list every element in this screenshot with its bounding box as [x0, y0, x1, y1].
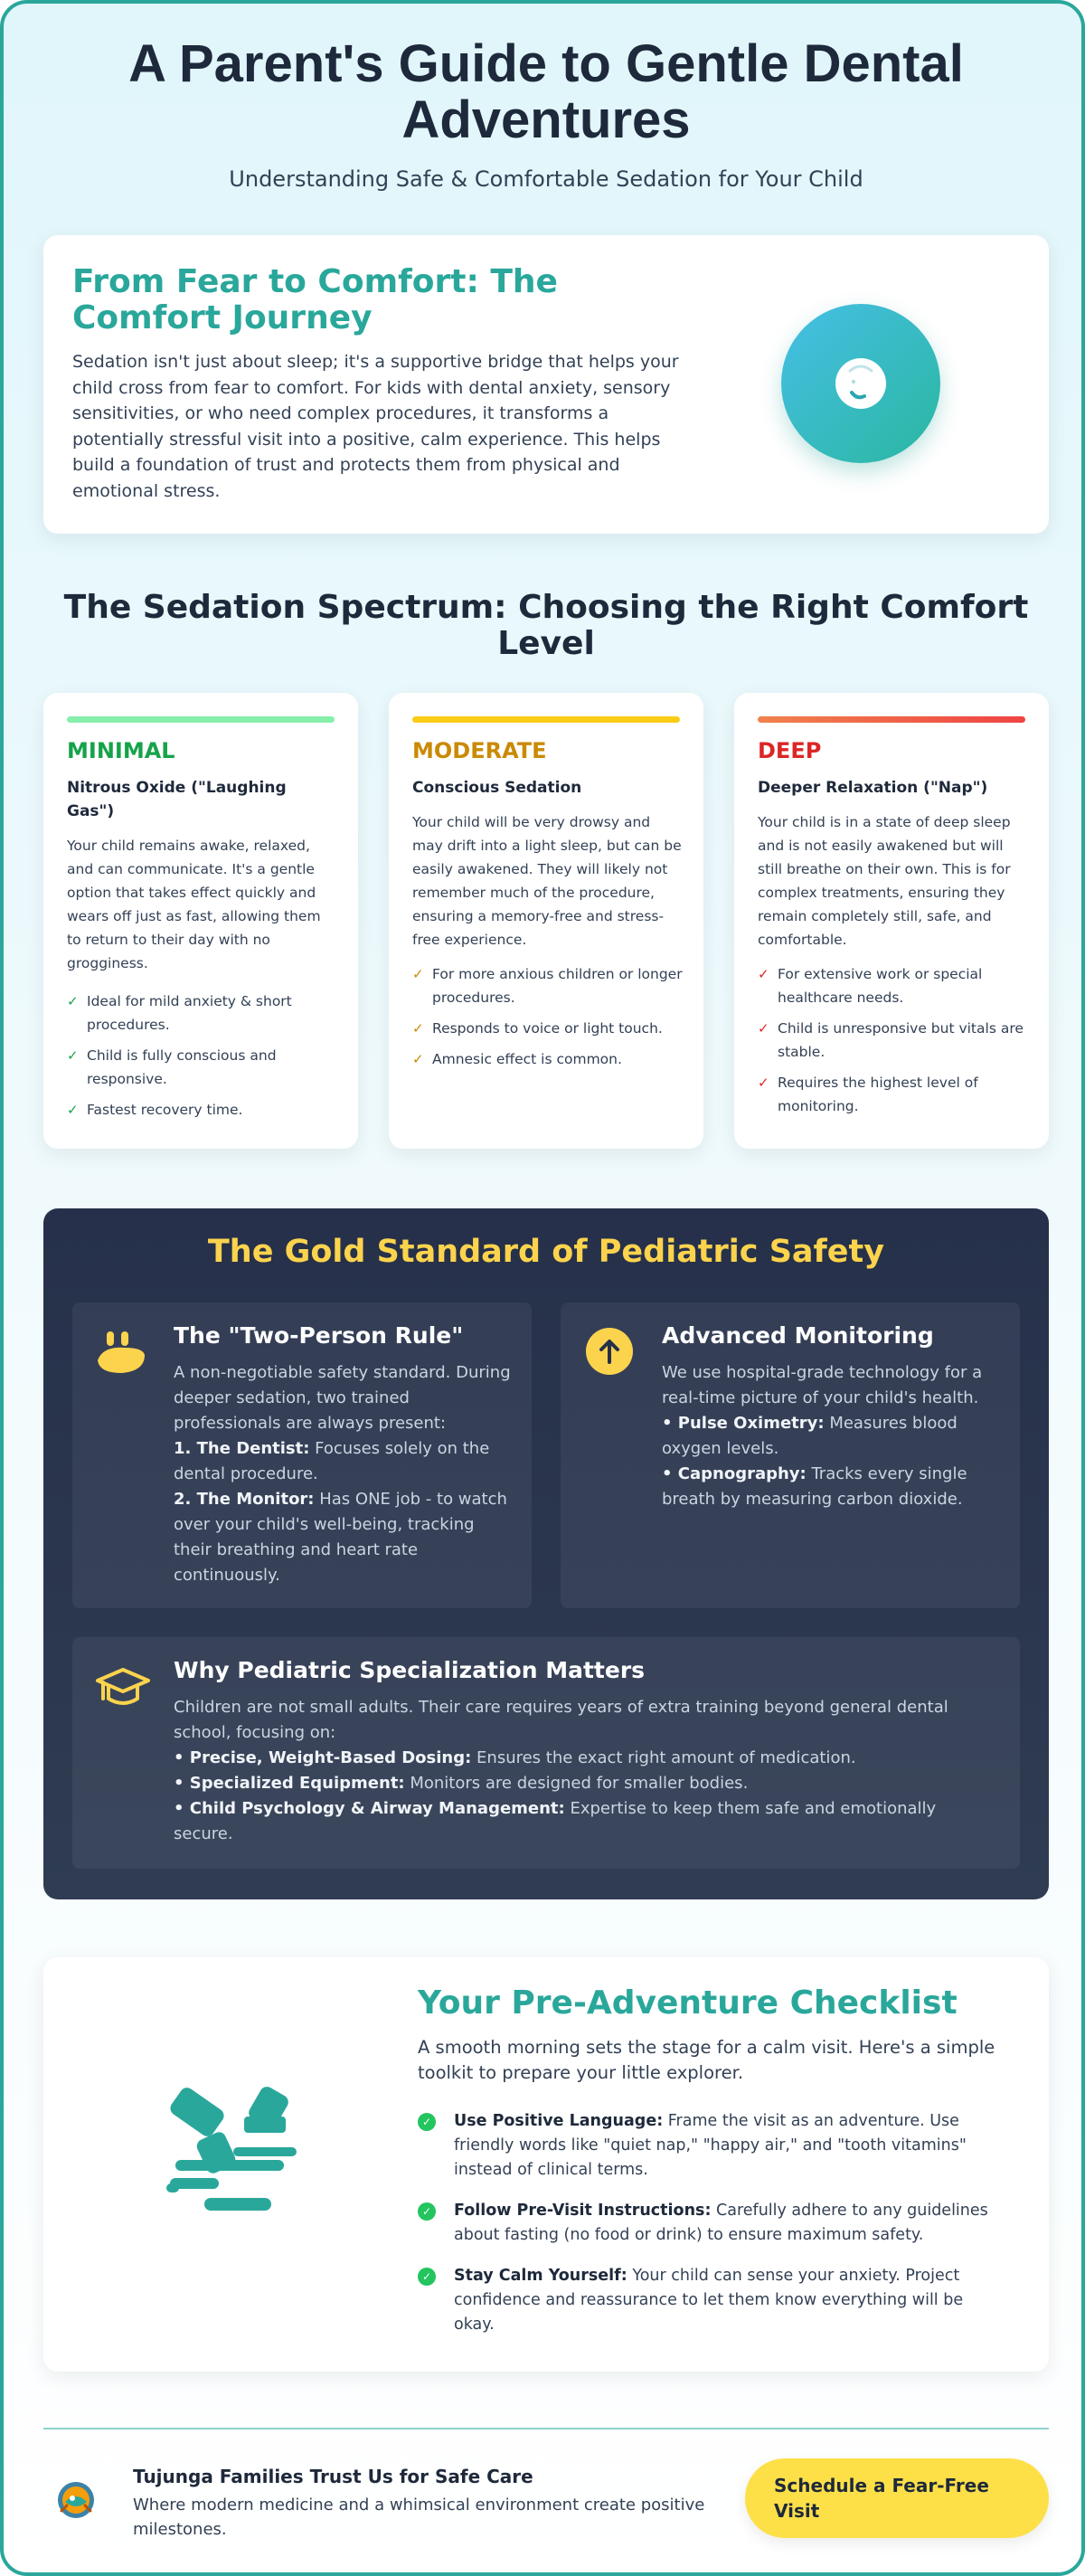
tier-subtitle: Nitrous Oxide ("Laughing Gas") [67, 779, 287, 820]
check-circle-icon: ✓ [418, 2202, 436, 2221]
page-title: A Parent's Guide to Gentle Dental Adventures [128, 34, 964, 149]
footer-title: Tujunga Families Trust Us for Safe Care [133, 2466, 533, 2487]
list-item [418, 2109, 996, 2183]
tier-name: MODERATE [412, 738, 547, 763]
check-icon: ✓ [758, 966, 769, 982]
smile-face-icon [834, 356, 888, 411]
check-icon: ✓ [758, 1075, 769, 1091]
tier-point-text: Fastest recovery time. [87, 1102, 243, 1118]
tier-subtitle: Deeper Relaxation ("Nap") [758, 779, 988, 797]
graduation-cap-icon [94, 1659, 152, 1717]
two-person-rule-body [174, 1360, 517, 1588]
tier-point-text: Responds to voice or light touch. [432, 1020, 663, 1037]
two-person-rule-panel [72, 1302, 532, 1608]
checklist-card [43, 1957, 1049, 2372]
advanced-monitoring-panel [561, 1302, 1020, 1608]
check-icon: ✓ [67, 993, 79, 1009]
safety-title: The Gold Standard of Pediatric Safety [207, 1234, 885, 1270]
people-icon [94, 1324, 152, 1382]
pulse-oximetry-text: Measures blood oxygen levels. [662, 1414, 958, 1458]
checklist-item-label: Stay Calm Yourself: [454, 2267, 627, 2285]
monitor-text: Has ONE job - to watch over your child's well-being, tracking their breathing and heart rate continuously. [174, 1490, 507, 1585]
checklist-item-text: Frame the visit as an adventure. Use friendly words like "quiet nap," "happy air," and "tooth vitamins" instead of clinical terms. [454, 2112, 967, 2179]
tier-name: DEEP [758, 738, 822, 763]
capnography-label: • Capnography: [662, 1464, 807, 1483]
tier-points [67, 990, 338, 1129]
list-item [67, 1098, 338, 1122]
schedule-visit-button[interactable]: Schedule a Fear-Free Visit [745, 2458, 1049, 2538]
capnography-text: Tracks every single breath by measuring carbon dioxide. [662, 1464, 967, 1509]
comfort-journey-card [43, 235, 1049, 534]
tier-point-text: For more anxious children or longer procedures. [432, 966, 683, 1006]
advanced-monitoring-body [662, 1360, 1005, 1512]
list-item [67, 990, 338, 1037]
check-icon: ✓ [67, 1102, 79, 1118]
comfort-badge [781, 304, 940, 463]
page-subtitle: Understanding Safe & Comfortable Sedation for Your Child [229, 166, 863, 192]
checklist-items [418, 2109, 996, 2353]
tier-point-text: Child is fully conscious and responsive. [87, 1047, 277, 1087]
tier-color-bar [67, 716, 335, 723]
checklist-item-text: Carefully adhere to any guidelines about fasting (no food or drink) to ensure maximum safety. [454, 2202, 988, 2244]
list-item [412, 1047, 684, 1071]
advanced-monitoring-title: Advanced Monitoring [662, 1322, 934, 1349]
tier-subtitle: Conscious Sedation [412, 779, 582, 797]
list-item [418, 2199, 996, 2248]
checklist-item-label: Follow Pre-Visit Instructions: [454, 2202, 712, 2220]
equipment-label: • Specialized Equipment: [174, 1774, 405, 1793]
check-icon: ✓ [412, 1020, 424, 1037]
checklist-lead: A smooth morning sets the stage for a calm visit. Here's a simple toolkit to prepare your little explorer. [418, 2037, 995, 2083]
list-item [418, 2264, 996, 2337]
checklist-item-label: Use Positive Language: [454, 2112, 664, 2130]
two-person-rule-title: The "Two-Person Rule" [174, 1322, 464, 1349]
dentist-text: Focuses solely on the dental procedure. [174, 1439, 490, 1483]
tier-description: Your child will be very drowsy and may drift into a light sleep, but can be easily awakened. They will likely not remember much of the procedure, ensuring a memory-free and stress-free experience. [412, 814, 682, 948]
check-icon: ✓ [412, 1051, 424, 1067]
tier-name: MINIMAL [67, 738, 175, 763]
checklist-title: Your Pre-Adventure Checklist [418, 1984, 958, 2022]
list-item [67, 1044, 338, 1091]
toolkit-illustration-icon [161, 2084, 315, 2238]
tier-point-text: Ideal for mild anxiety & short procedures. [87, 993, 292, 1033]
tier-card-deep [734, 693, 1049, 1149]
specialization-intro: Children are not small adults. Their care requires years of extra training beyond general dental school, focusing on: [174, 1698, 948, 1742]
tier-card-moderate [389, 693, 703, 1149]
tier-color-bar [412, 716, 680, 723]
monitoring-intro: We use hospital-grade technology for a real-time picture of your child's health. [662, 1363, 983, 1407]
dosing-label: • Precise, Weight-Based Dosing: [174, 1748, 472, 1767]
checklist-item-text: Your child can sense your anxiety. Project confidence and reassurance to let them know everything will be okay. [454, 2267, 964, 2334]
clinic-logo-icon [54, 2478, 98, 2522]
list-item [758, 1017, 1029, 1064]
check-icon: ✓ [67, 1047, 79, 1064]
check-circle-icon: ✓ [418, 2268, 436, 2286]
list-item [758, 1071, 1029, 1118]
tier-point-text: Amnesic effect is common. [432, 1051, 622, 1067]
comfort-journey-title: From Fear to Comfort: The Comfort Journey [72, 263, 558, 336]
check-icon: ✓ [412, 966, 424, 982]
psychology-text: Expertise to keep them safe and emotionally secure. [174, 1799, 937, 1843]
monitor-label: 2. The Monitor: [174, 1490, 315, 1509]
tier-point-text: Child is unresponsive but vitals are stable. [778, 1020, 1024, 1060]
arrow-up-circle-icon [582, 1324, 640, 1382]
pulse-oximetry-label: • Pulse Oximetry: [662, 1414, 825, 1433]
check-circle-icon: ✓ [418, 2113, 436, 2131]
tier-point-text: Requires the highest level of monitoring. [778, 1075, 978, 1114]
tier-point-text: For extensive work or special healthcare needs. [778, 966, 983, 1006]
pediatric-specialization-panel [72, 1637, 1020, 1869]
tier-card-minimal [43, 693, 358, 1149]
footer-divider [43, 2428, 1049, 2429]
psychology-label: • Child Psychology & Airway Management: [174, 1799, 565, 1818]
specialization-title: Why Pediatric Specialization Matters [174, 1657, 646, 1683]
comfort-journey-body: Sedation isn't just about sleep; it's a supportive bridge that helps your child cross from fear to comfort. For kids with dental anxiety, sensory sensitivities, or who need complex procedures, it transforms a potentially stressful visit into a positive, calm experience. This helps build a foundation of trust and protects them from physical and emotional stress. [72, 352, 679, 501]
dosing-text: Ensures the exact right amount of medication. [471, 1748, 856, 1767]
safety-section [43, 1208, 1049, 1899]
hero-header [4, 36, 1085, 192]
list-item [758, 962, 1029, 1009]
specialization-body [174, 1695, 987, 1847]
list-item [412, 962, 684, 1009]
tier-color-bar [758, 716, 1025, 723]
two-person-intro: A non-negotiable safety standard. During deeper sedation, two trained professionals are always present: [174, 1363, 511, 1433]
tier-description: Your child remains awake, relaxed, and can communicate. It's a gentle option that takes effect quickly and wears off just as fast, allowing them to return to their day with no grogginess. [67, 838, 321, 971]
check-icon: ✓ [758, 1020, 769, 1037]
tier-points [758, 962, 1029, 1125]
equipment-text: Monitors are designed for smaller bodies. [404, 1774, 749, 1793]
footer-subtitle: Where modern medicine and a whimsical environment create positive milestones. [133, 2496, 705, 2539]
list-item [412, 1017, 684, 1040]
dentist-label: 1. The Dentist: [174, 1439, 310, 1458]
tier-points [412, 962, 684, 1078]
sedation-spectrum-title: The Sedation Spectrum: Choosing the Right Comfort Level [63, 589, 1029, 662]
tier-description: Your child is in a state of deep sleep and is not easily awakened but will still breathe on their own. This is for complex treatments, ensuring they remain completely still, safe, and comfortable. [758, 814, 1011, 948]
